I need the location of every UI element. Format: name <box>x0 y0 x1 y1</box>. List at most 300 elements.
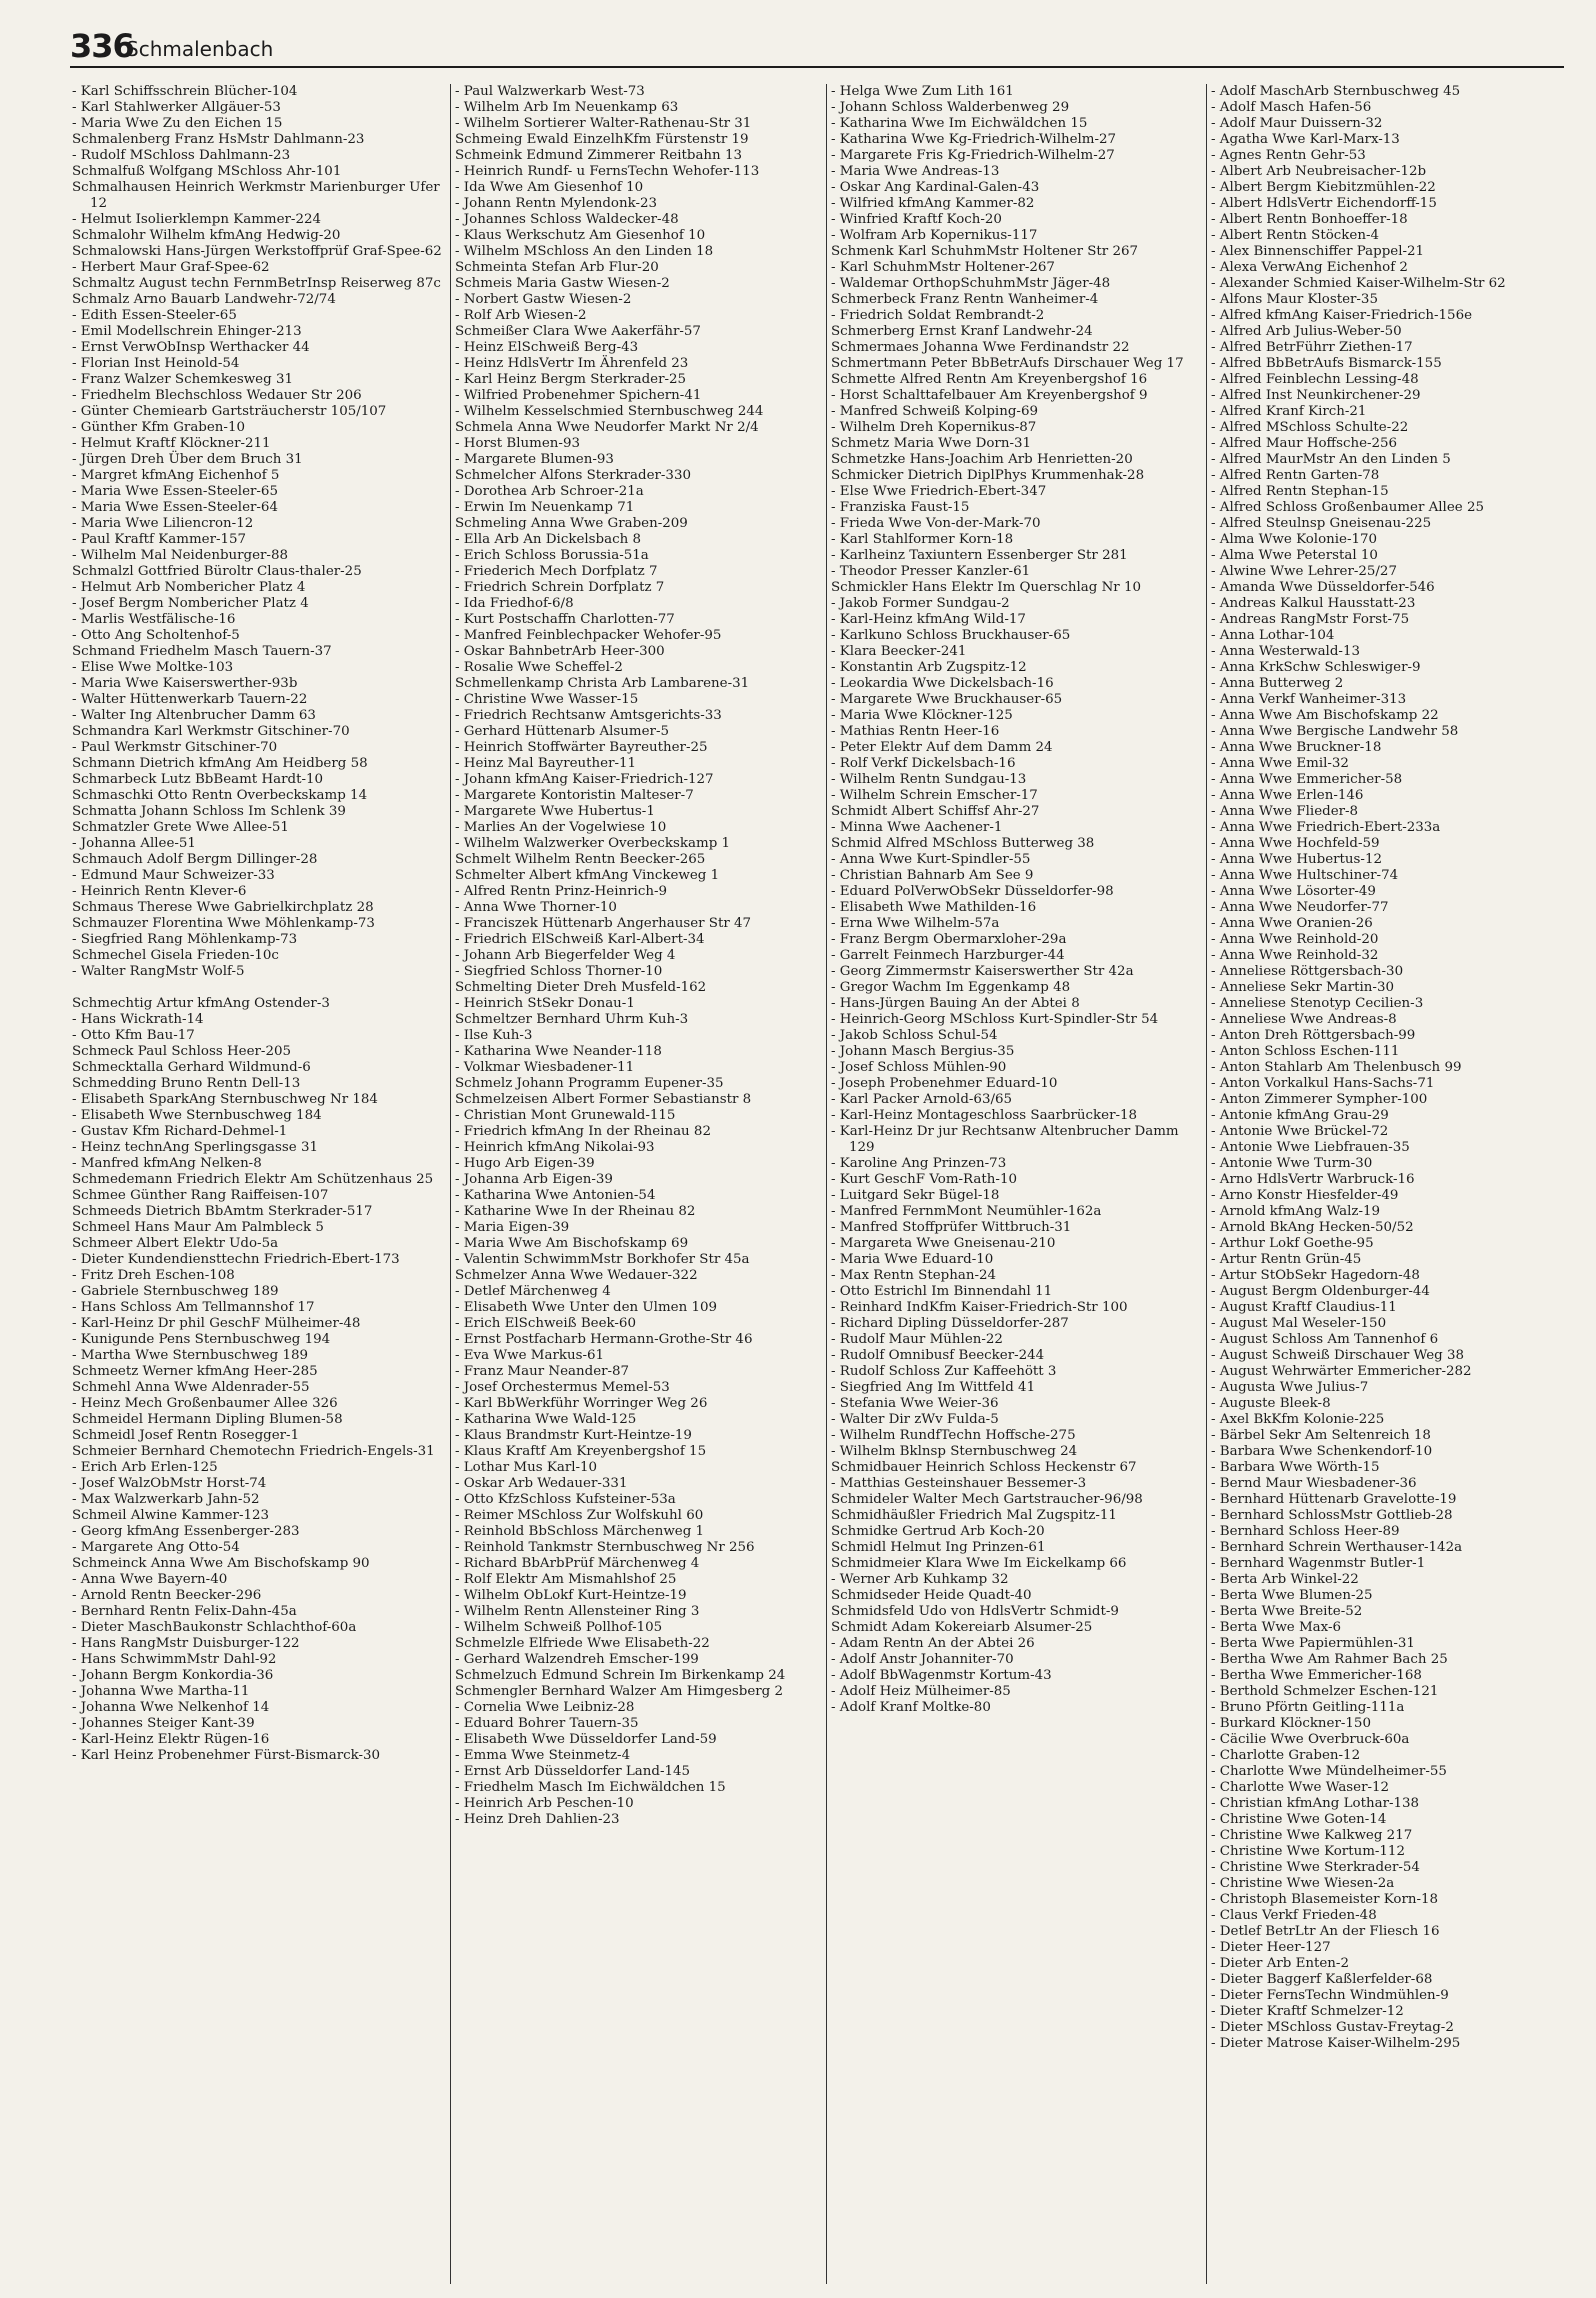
directory-entry: - Horst Schalttafelbauer Am Kreyenbergshof 9 <box>831 388 1148 403</box>
directory-entry: - Albert Rentn Bonhoeffer-18 <box>1211 212 1408 227</box>
directory-entry: - Josef WalzObMstr Horst-74 <box>72 1476 267 1491</box>
directory-entry: - Bertha Wwe Emmericher-168 <box>1211 1668 1422 1683</box>
directory-entry: - Franz Walzer Schemkesweg 31 <box>72 372 293 387</box>
directory-entry: - Helmut Isolierklempn Kammer-224 <box>72 212 322 227</box>
directory-entry: - Dieter Matrose Kaiser-Wilhelm-295 <box>1211 2036 1461 2051</box>
directory-entry: - Arthur Lokf Goethe-95 <box>1211 1236 1374 1251</box>
directory-entry: Schmeinck Anna Wwe Am Bischofskamp 90 <box>72 1556 370 1571</box>
directory-entry: - Winfried Kraftf Koch-20 <box>831 212 1002 227</box>
directory-entry: - Andreas RangMstr Forst-75 <box>1211 612 1410 627</box>
directory-entry: Schmengler Bernhard Walzer Am Himgesberg 2 <box>455 1684 784 1699</box>
directory-entry: - Maria Eigen-39 <box>455 1220 570 1235</box>
directory-entry: - Heinz Mal Bayreuther-11 <box>455 756 637 771</box>
directory-entry: Schmeil Alwine Kammer-123 <box>72 1508 270 1523</box>
directory-entry: - Christian Mont Grunewald-115 <box>455 1108 676 1123</box>
directory-entry: - Dieter Baggerf Kaßlerfelder-68 <box>1211 1972 1433 1987</box>
directory-entry: - Waldemar OrthopSchuhmMstr Jäger-48 <box>831 276 1111 291</box>
directory-entry: - Dieter Arb Enten-2 <box>1211 1956 1349 1971</box>
directory-entry: - Helga Wwe Zum Lith 161 <box>831 84 1014 99</box>
directory-entry: - Cäcilie Wwe Overbruck-60a <box>1211 1732 1410 1747</box>
directory-entry: - Garrelt Feinmech Harzburger-44 <box>831 948 1065 963</box>
directory-entry: - Hans Schloss Am Tellmannshof 17 <box>72 1300 315 1315</box>
directory-entry: Schmid Alfred MSchloss Butterweg 38 <box>831 836 1095 851</box>
directory-entry: Schmelt Wilhelm Rentn Beecker-265 <box>455 852 706 867</box>
directory-entry: - Berta Wwe Blumen-25 <box>1211 1588 1373 1603</box>
directory-entry: - Albert Bergm Kiebitzmühlen-22 <box>1211 180 1436 195</box>
directory-entry: - Heinrich Arb Peschen-10 <box>455 1796 634 1811</box>
directory-entry: - Alfred Kranf Kirch-21 <box>1211 404 1367 419</box>
directory-entry: - Anton Vorkalkul Hans-Sachs-71 <box>1211 1076 1435 1091</box>
directory-entry: Schmidl Helmut Ing Prinzen-61 <box>831 1540 1046 1555</box>
directory-entry: - Josef Schloss Mühlen-90 <box>831 1060 1007 1075</box>
directory-entry: - Alma Wwe Kolonie-170 <box>1211 532 1378 547</box>
directory-entry: - August Schloss Am Tannenhof 6 <box>1211 1332 1439 1347</box>
directory-entry: - Anna Wwe Reinhold-20 <box>1211 932 1379 947</box>
directory-entry: - Alfred Rentn Prinz-Heinrich-9 <box>455 884 667 899</box>
directory-entry: Schmellenkamp Christa Arb Lambarene-31 <box>455 676 750 691</box>
directory-entry: - Alfons Maur Kloster-35 <box>1211 292 1378 307</box>
directory-entry: - Klaus Brandmstr Kurt-Heintze-19 <box>455 1428 692 1443</box>
directory-entry: - Rolf Elektr Am Mismahlshof 25 <box>455 1572 677 1587</box>
directory-entry: - Otto Ang Scholtenhof-5 <box>72 628 240 643</box>
directory-entry: - Christine Wwe Wiesen-2a <box>1211 1876 1395 1891</box>
directory-entry: - Siegfried Schloss Thorner-10 <box>455 964 663 979</box>
directory-entry: - Margret kfmAng Eichenhof 5 <box>72 468 280 483</box>
directory-entry: - Wilfried kfmAng Kammer-82 <box>831 196 1035 211</box>
directory-entry: - Maria Wwe Essen-Steeler-65 <box>72 484 278 499</box>
directory-entry: - Elisabeth Wwe Sternbuschweg 184 <box>72 1108 322 1123</box>
directory-entry: Schmauzer Florentina Wwe Möhlenkamp-73 <box>72 916 375 931</box>
directory-entry: - Wilhelm Arb Im Neuenkamp 63 <box>455 100 679 115</box>
directory-entry: - Ernst Postfacharb Hermann-Grothe-Str 46 <box>455 1332 753 1347</box>
directory-entry: - Berta Wwe Breite-52 <box>1211 1604 1363 1619</box>
directory-entry: - Friedrich ElSchweiß Karl-Albert-34 <box>455 932 705 947</box>
directory-entry: - Wilhelm Walzwerker Overbeckskamp 1 <box>455 836 731 851</box>
directory-entry: - Cornelia Wwe Leibniz-28 <box>455 1700 635 1715</box>
directory-entry: - Leokardia Wwe Dickelsbach-16 <box>831 676 1054 691</box>
directory-entry: - Bernhard Wagenmstr Butler-1 <box>1211 1556 1426 1571</box>
directory-entry: - Kurt Postschaffn Charlotten-77 <box>455 612 675 627</box>
directory-entry: - Alfred Inst Neunkirchener-29 <box>1211 388 1421 403</box>
directory-entry: - Alex Binnenschiffer Pappel-21 <box>1211 244 1425 259</box>
directory-entry: Schmickler Hans Elektr Im Querschlag Nr 10 <box>831 580 1141 595</box>
directory-entry: Schmarbeck Lutz BbBeamt Hardt-10 <box>72 772 324 787</box>
directory-entry: - Detlef Märchenweg 4 <box>455 1284 611 1299</box>
directory-entry: Schmidhäußler Friedrich Mal Zugspitz-11 <box>831 1508 1117 1523</box>
directory-entry: - Ernst Arb Düsseldorfer Land-145 <box>455 1764 691 1779</box>
directory-entry: - Jakob Former Sundgau-2 <box>831 596 1010 611</box>
directory-entry: - Ella Arb An Dickelsbach 8 <box>455 532 641 547</box>
directory-entry: - Marlis Westfälische-16 <box>72 612 236 627</box>
directory-entry: Schmermaes Johanna Wwe Ferdinandstr 22 <box>831 340 1130 355</box>
directory-entry: - Franz Maur Neander-87 <box>455 1364 630 1379</box>
directory-entry: - Heinrich kfmAng Nikolai-93 <box>455 1140 655 1155</box>
directory-entry: - Reinhold Tankmstr Sternbuschweg Nr 256 <box>455 1540 755 1555</box>
directory-entry: - Friederich Mech Dorfplatz 7 <box>455 564 658 579</box>
directory-entry: - Franciszek Hüttenarb Angerhauser Str 47 <box>455 916 752 931</box>
directory-entry: Schmidseder Heide Quadt-40 <box>831 1588 1032 1603</box>
directory-entry: - Johanna Allee-51 <box>72 836 196 851</box>
directory-entry: Schmette Alfred Rentn Am Kreyenbergshof 16 <box>831 372 1148 387</box>
directory-entry: - Katharina Wwe Kg-Friedrich-Wilhelm-27 <box>831 132 1117 147</box>
directory-entry: - Josef Bergm Nombericher Platz 4 <box>72 596 309 611</box>
directory-entry: - Alfred MSchloss Schulte-22 <box>1211 420 1409 435</box>
directory-entry: - Rudolf MSchloss Dahlmann-23 <box>72 148 291 163</box>
directory-entry: - Konstantin Arb Zugspitz-12 <box>831 660 1027 675</box>
directory-entry: Schmedding Bruno Rentn Dell-13 <box>72 1076 301 1091</box>
directory-entry: - Anneliese Röttgersbach-30 <box>1211 964 1404 979</box>
directory-entry: - Agnes Rentn Gehr-53 <box>1211 148 1366 163</box>
directory-entry: - Dieter MaschBaukonstr Schlachthof-60a <box>72 1620 357 1635</box>
directory-entry: - Heinrich-Georg MSchloss Kurt-Spindler-Str 54 <box>831 1012 1159 1027</box>
directory-entry: Schmerberg Ernst Kranf Landwehr-24 <box>831 324 1093 339</box>
directory-entry: Schmeis Maria Gastw Wiesen-2 <box>455 276 670 291</box>
column-gap <box>72 980 450 996</box>
directory-entry: - Emma Wwe Steinmetz-4 <box>455 1748 631 1763</box>
directory-entry: - Anneliese Sekr Martin-30 <box>1211 980 1394 995</box>
directory-entry: - Anna Wwe Emil-32 <box>1211 756 1349 771</box>
directory-entry: - Wolfram Arb Kopernikus-117 <box>831 228 1038 243</box>
directory-entry: Schmelzle Elfriede Wwe Elisabeth-22 <box>455 1636 710 1651</box>
directory-entry: - Rosalie Wwe Scheffel-2 <box>455 660 623 675</box>
directory-entry: Schmicker Dietrich DiplPhys Krummenhak-28 <box>831 468 1145 483</box>
directory-entry: - Rolf Arb Wiesen-2 <box>455 308 587 323</box>
directory-entry: Schmelzuch Edmund Schrein Im Birkenkamp 24 <box>455 1668 786 1683</box>
directory-entry: - Bernhard Rentn Felix-Dahn-45a <box>72 1604 297 1619</box>
directory-entry: - Anna Butterweg 2 <box>1211 676 1344 691</box>
directory-entry: - Wilhelm Bklnsp Sternbuschweg 24 <box>831 1444 1078 1459</box>
directory-entry: - Manfred Stoffprüfer Wittbruch-31 <box>831 1220 1072 1235</box>
directory-entry: - Gregor Wachm Im Eggenkamp 48 <box>831 980 1071 995</box>
directory-entry: - August Bergm Oldenburger-44 <box>1211 1284 1430 1299</box>
directory-entry: - Margarete Blumen-93 <box>455 452 614 467</box>
directory-entry: - Margarete Ang Otto-54 <box>72 1540 240 1555</box>
directory-column-1 <box>72 84 450 2284</box>
directory-entry: Schmelting Dieter Dreh Musfeld-162 <box>455 980 707 995</box>
directory-entry: - Anna Wwe Friedrich-Ebert-233a <box>1211 820 1441 835</box>
directory-entry: - Richard BbArbPrüf Märchenweg 4 <box>455 1556 700 1571</box>
directory-entry: - Gerhard Hüttenarb Alsumer-5 <box>455 724 669 739</box>
directory-entry: - Katharina Wwe Neander-118 <box>455 1044 662 1059</box>
directory-entry: Schmeetz Werner kfmAng Heer-285 <box>72 1364 318 1379</box>
directory-entry: - Gustav Kfm Richard-Dehmel-1 <box>72 1124 288 1139</box>
directory-entry: - Ilse Kuh-3 <box>455 1028 533 1043</box>
directory-entry: - Anna Wwe Erlen-146 <box>1211 788 1364 803</box>
directory-entry: - Albert HdlsVertr Eichendorff-15 <box>1211 196 1437 211</box>
directory-entry: - Heinz HdlsVertr Im Ährenfeld 23 <box>455 356 689 371</box>
directory-entry: - Manfred kfmAng Nelken-8 <box>72 1156 262 1171</box>
directory-entry: - Anna Wwe Bruckner-18 <box>1211 740 1382 755</box>
directory-entry: Schmalowski Hans-Jürgen Werkstoffprüf Graf-Spee-62 <box>72 244 442 259</box>
directory-entry: Schmeer Albert Elektr Udo-5a <box>72 1236 279 1251</box>
directory-entry: - Wilhelm Rentn Sundgau-13 <box>831 772 1027 787</box>
directory-entry: - Alfred BbBetrAufs Bismarck-155 <box>1211 356 1442 371</box>
directory-entry: Schmelzer Anna Wwe Wedauer-322 <box>455 1268 698 1283</box>
directory-entry: - Maria Wwe Am Bischofskamp 69 <box>455 1236 689 1251</box>
directory-entry: - Christine Wwe Sterkrader-54 <box>1211 1860 1420 1875</box>
directory-entry: - Burkard Klöckner-150 <box>1211 1716 1371 1731</box>
directory-entry: Schmelter Albert kfmAng Vinckeweg 1 <box>455 868 720 883</box>
directory-entry: - Bernhard Schrein Werthauser-142a <box>1211 1540 1463 1555</box>
directory-entry: - Klaus Werkschutz Am Giesenhof 10 <box>455 228 706 243</box>
directory-entry: - Adolf MaschArb Sternbuschweg 45 <box>1211 84 1461 99</box>
directory-entry: - Heinrich Rentn Klever-6 <box>72 884 247 899</box>
directory-entry: - Dieter FernsTechn Windmühlen-9 <box>1211 1988 1449 2003</box>
directory-entry: - Maria Wwe Kaiserswerther-93b <box>72 676 298 691</box>
directory-entry: - Katharina Wwe Im Eichwäldchen 15 <box>831 116 1088 131</box>
directory-entry: - Charlotte Wwe Mündelheimer-55 <box>1211 1764 1447 1779</box>
directory-entry: - Max Rentn Stephan-24 <box>831 1268 997 1283</box>
directory-entry: - Anton Stahlarb Am Thelenbusch 99 <box>1211 1060 1462 1075</box>
directory-entry: - Johanna Wwe Nelkenhof 14 <box>72 1700 270 1715</box>
directory-entry: Schmidke Gertrud Arb Koch-20 <box>831 1524 1045 1539</box>
directory-entry: Schmecktalla Gerhard Wildmund-6 <box>72 1060 311 1075</box>
directory-entry: - Dorothea Arb Schroer-21a <box>455 484 644 499</box>
directory-entry: - Dieter Heer-127 <box>1211 1940 1331 1955</box>
directory-entry: Schmeing Ewald EinzelhKfm Fürstenstr 19 <box>455 132 749 147</box>
directory-entry: - Bruno Pförtn Geitling-111a <box>1211 1700 1405 1715</box>
directory-entry: - Karl-Heinz Dr jur Rechtsanw Altenbrucher Damm 129 <box>831 1124 1179 1155</box>
directory-column-4 <box>1206 84 1569 2284</box>
directory-entry: - Johann Schloss Walderbenweg 29 <box>831 100 1070 115</box>
directory-entry: - Albert Rentn Stöcken-4 <box>1211 228 1379 243</box>
directory-entry: Schmelz Johann Programm Eupener-35 <box>455 1076 724 1091</box>
page-number: 336 <box>70 27 134 65</box>
directory-entry: - Heinrich StSekr Donau-1 <box>455 996 635 1011</box>
directory-entry: - Richard Dipling Düsseldorfer-287 <box>831 1316 1069 1331</box>
directory-entry: - Berthold Schmelzer Eschen-121 <box>1211 1684 1439 1699</box>
directory-entry: - Wilhelm Mal Neidenburger-88 <box>72 548 288 563</box>
directory-entry: - Anna Wwe Hubertus-12 <box>1211 852 1382 867</box>
directory-entry: - Anna Wwe Neudorfer-77 <box>1211 900 1389 915</box>
directory-entry: - Valentin SchwimmMstr Borkhofer Str 45a <box>455 1252 750 1267</box>
directory-entry: - Emil Modellschrein Ehinger-213 <box>72 324 302 339</box>
directory-entry: - Dieter Kundendiensttechn Friedrich-Ebert-173 <box>72 1252 400 1267</box>
directory-entry: - August Schweiß Dirschauer Weg 38 <box>1211 1348 1465 1363</box>
directory-entry: - Peter Elektr Auf dem Damm 24 <box>831 740 1053 755</box>
directory-entry: Schmenk Karl SchuhmMstr Holtener Str 267 <box>831 244 1139 259</box>
directory-entry: - Karl Packer Arnold-63/65 <box>831 1092 1013 1107</box>
directory-entry: Schmeinta Stefan Arb Flur-20 <box>455 260 659 275</box>
directory-entry: - Alfred Feinblechn Lessing-48 <box>1211 372 1419 387</box>
directory-entry: - Karl BbWerkführ Worringer Weg 26 <box>455 1396 708 1411</box>
directory-entry: Schmeißer Clara Wwe Aakerfähr-57 <box>455 324 701 339</box>
directory-entry: - Wilhelm Sortierer Walter-Rathenau-Str 31 <box>455 116 752 131</box>
directory-entry: Schmeeds Dietrich BbAmtm Sterkrader-517 <box>72 1204 373 1219</box>
directory-entry: Schmidt Albert Schiffsf Ahr-27 <box>831 804 1040 819</box>
directory-entry: - Alfred kfmAng Kaiser-Friedrich-156e <box>1211 308 1473 323</box>
directory-entry: - Bernhard Schloss Heer-89 <box>1211 1524 1400 1539</box>
directory-entry: - Maria Wwe Essen-Steeler-64 <box>72 500 278 515</box>
directory-entry: Schmatta Johann Schloss Im Schlenk 39 <box>72 804 346 819</box>
directory-entry: - Antonie Wwe Liebfrauen-35 <box>1211 1140 1410 1155</box>
directory-entry: - Heinz Dreh Dahlien-23 <box>455 1812 620 1827</box>
directory-entry: - Maria Wwe Eduard-10 <box>831 1252 994 1267</box>
directory-entry: - Christine Wwe Kortum-112 <box>1211 1844 1405 1859</box>
directory-entry: - Hans RangMstr Duisburger-122 <box>72 1636 300 1651</box>
directory-entry: - Alfred BetrFührr Ziethen-17 <box>1211 340 1413 355</box>
directory-entry: - Margarete Fris Kg-Friedrich-Wilhelm-27 <box>831 148 1115 163</box>
directory-entry: - Karl Schiffsschrein Blücher-104 <box>72 84 298 99</box>
directory-entry: - Agatha Wwe Karl-Marx-13 <box>1211 132 1400 147</box>
directory-entry: - Elisabeth Wwe Düsseldorfer Land-59 <box>455 1732 717 1747</box>
directory-entry: - Gabriele Sternbuschweg 189 <box>72 1284 279 1299</box>
directory-entry: - Anneliese Stenotyp Cecilien-3 <box>1211 996 1424 1011</box>
directory-entry: - Wilhelm Rentn Allensteiner Ring 3 <box>455 1604 700 1619</box>
directory-entry: - Dieter Kraftf Schmelzer-12 <box>1211 2004 1404 2019</box>
directory-entry: - Anna Wwe Kurt-Spindler-55 <box>831 852 1031 867</box>
directory-entry: - Volkmar Wiesbadener-11 <box>455 1060 635 1075</box>
directory-entry: - Otto KfzSchloss Kufsteiner-53a <box>455 1492 676 1507</box>
directory-entry: - Karl-Heinz Elektr Rügen-16 <box>72 1732 270 1747</box>
directory-entry: - August Mal Weseler-150 <box>1211 1316 1387 1331</box>
directory-entry: - Anna Lothar-104 <box>1211 628 1335 643</box>
directory-entry: - Rolf Verkf Dickelsbach-16 <box>831 756 1016 771</box>
directory-entry: Schmaltz August techn FernmBetrInsp Reiserweg 87c <box>72 276 441 291</box>
directory-entry: - Dieter MSchloss Gustav-Freytag-2 <box>1211 2020 1454 2035</box>
directory-entry: - Alfred Schloss Großenbaumer Allee 25 <box>1211 500 1484 515</box>
directory-entry: Schmidsfeld Udo von HdlsVertr Schmidt-9 <box>831 1604 1119 1619</box>
directory-entry: - Florian Inst Heinold-54 <box>72 356 240 371</box>
directory-entry: Schmann Dietrich kfmAng Am Heidberg 58 <box>72 756 368 771</box>
directory-entry: - Hans Wickrath-14 <box>72 1012 204 1027</box>
directory-entry: - Paul Kraftf Kammer-157 <box>72 532 247 547</box>
directory-entry: - Barbara Wwe Schenkendorf-10 <box>1211 1444 1433 1459</box>
directory-entry: Schmand Friedhelm Masch Tauern-37 <box>72 644 332 659</box>
directory-entry: - Anton Dreh Röttgersbach-99 <box>1211 1028 1416 1043</box>
directory-entry: - Fritz Dreh Eschen-108 <box>72 1268 235 1283</box>
directory-entry: - Adolf BbWagenmstr Kortum-43 <box>831 1668 1052 1683</box>
directory-entry: - Maria Wwe Zu den Eichen 15 <box>72 116 283 131</box>
directory-entry: - Erich ElSchweiß Beek-60 <box>455 1316 636 1331</box>
directory-entry: - Josef Orchestermus Memel-53 <box>455 1380 670 1395</box>
directory-entry: - Edith Essen-Steeler-65 <box>72 308 237 323</box>
directory-entry: - Else Wwe Friedrich-Ebert-347 <box>831 484 1047 499</box>
directory-entry: - Alexa VerwAng Eichenhof 2 <box>1211 260 1408 275</box>
directory-entry: - Walter RangMstr Wolf-5 <box>72 964 245 979</box>
directory-entry: - Maria Wwe Klöckner-125 <box>831 708 1013 723</box>
directory-entry: - Arnold BkAng Hecken-50/52 <box>1211 1220 1414 1235</box>
directory-entry: - Alfred MaurMstr An den Linden 5 <box>1211 452 1451 467</box>
directory-entry: - Axel BkKfm Kolonie-225 <box>1211 1412 1385 1427</box>
directory-entry: - Eduard Bohrer Tauern-35 <box>455 1716 639 1731</box>
directory-entry: - Manfred Feinblechpacker Wehofer-95 <box>455 628 722 643</box>
directory-entry: - Bernhard SchlossMstr Gottlieb-28 <box>1211 1508 1453 1523</box>
directory-entry: Schmetz Maria Wwe Dorn-31 <box>831 436 1032 451</box>
directory-entry: - Anna Verkf Wanheimer-313 <box>1211 692 1407 707</box>
directory-entry: - Jakob Schloss Schul-54 <box>831 1028 998 1043</box>
directory-entry: - Claus Verkf Frieden-48 <box>1211 1908 1377 1923</box>
directory-entry: - Georg kfmAng Essenberger-283 <box>72 1524 300 1539</box>
directory-entry: - Friedhelm Masch Im Eichwäldchen 15 <box>455 1780 726 1795</box>
directory-entry: - Friedrich Soldat Rembrandt-2 <box>831 308 1045 323</box>
directory-entry: - Heinz ElSchweiß Berg-43 <box>455 340 639 355</box>
directory-entry: - Johann Bergm Konkordia-36 <box>72 1668 274 1683</box>
directory-entry: - Arno HdlsVertr Warbruck-16 <box>1211 1172 1415 1187</box>
directory-entry: - August Wehrwärter Emmericher-282 <box>1211 1364 1472 1379</box>
directory-entry: - Walter Hüttenwerkarb Tauern-22 <box>72 692 308 707</box>
directory-entry: - Kunigunde Pens Sternbuschweg 194 <box>72 1332 331 1347</box>
directory-entry: - Oskar BahnbetrArb Heer-300 <box>455 644 665 659</box>
directory-entry: - Heinz technAng Sperlingsgasse 31 <box>72 1140 319 1155</box>
directory-entry: - Arnold kfmAng Walz-19 <box>1211 1204 1381 1219</box>
directory-entry: - Karl-Heinz Montageschloss Saarbrücker-18 <box>831 1108 1138 1123</box>
directory-entry: - Helmut Arb Nombericher Platz 4 <box>72 580 306 595</box>
directory-entry: - Adolf Masch Hafen-56 <box>1211 100 1372 115</box>
directory-entry: - Oskar Arb Wedauer-331 <box>455 1476 628 1491</box>
directory-entry: - Erich Schloss Borussia-51a <box>455 548 649 563</box>
directory-entry: - Hans-Jürgen Bauing An der Abtei 8 <box>831 996 1080 1011</box>
directory-entry: - Reimer MSchloss Zur Wolfskuhl 60 <box>455 1508 704 1523</box>
directory-entry: - Maria Wwe Liliencron-12 <box>72 516 254 531</box>
directory-entry: - Alfred Rentn Garten-78 <box>1211 468 1380 483</box>
directory-entry: - Maria Wwe Andreas-13 <box>831 164 1000 179</box>
directory-entry: - Eduard PolVerwObSekr Düsseldorfer-98 <box>831 884 1114 899</box>
directory-entry: Schmeink Edmund Zimmerer Reitbahn 13 <box>455 148 742 163</box>
directory-entry: - Gerhard Walzendreh Emscher-199 <box>455 1652 699 1667</box>
directory-entry: - Margarete Wwe Hubertus-1 <box>455 804 655 819</box>
directory-entry: Schmalfuß Wolfgang MSchloss Ahr-101 <box>72 164 342 179</box>
directory-entry: - Christine Wwe Goten-14 <box>1211 1812 1387 1827</box>
directory-entry: - Rudolf Maur Mühlen-22 <box>831 1332 1003 1347</box>
directory-entry: Schmalzl Gottfried Büroltr Claus-thaler-25 <box>72 564 362 579</box>
directory-entry: - Johann Arb Biegerfelder Weg 4 <box>455 948 676 963</box>
directory-entry: - Bernhard Hüttenarb Gravelotte-19 <box>1211 1492 1457 1507</box>
directory-entry: - Johannes Schloss Waldecker-48 <box>455 212 679 227</box>
directory-entry: - Karl-Heinz Dr phil GeschF Mülheimer-48 <box>72 1316 361 1331</box>
directory-entry: - Joseph Probenehmer Eduard-10 <box>831 1076 1058 1091</box>
directory-entry: - Bertha Wwe Am Rahmer Bach 25 <box>1211 1652 1448 1667</box>
directory-entry: - Wilhelm RundfTechn Hoffsche-275 <box>831 1428 1076 1443</box>
directory-entry: - Arno Konstr Hiesfelder-49 <box>1211 1188 1399 1203</box>
directory-entry: - Adolf Kranf Moltke-80 <box>831 1700 991 1715</box>
directory-entry: Schmehl Anna Wwe Aldenrader-55 <box>72 1380 310 1395</box>
directory-entry: - Ernst VerwObInsp Werthacker 44 <box>72 340 310 355</box>
directory-entry: - Erich Arb Erlen-125 <box>72 1460 218 1475</box>
directory-entry: - Rudolf Schloss Zur Kaffeehött 3 <box>831 1364 1057 1379</box>
directory-entry: - Christine Wwe Kalkweg 217 <box>1211 1828 1413 1843</box>
directory-entry: Schmerbeck Franz Rentn Wanheimer-4 <box>831 292 1099 307</box>
directory-entry: - Karl Stahlwerker Allgäuer-53 <box>72 100 281 115</box>
directory-entry: - Anna Westerwald-13 <box>1211 644 1360 659</box>
directory-entry: - Max Walzwerkarb Jahn-52 <box>72 1492 260 1507</box>
directory-entry: - Frieda Wwe Von-der-Mark-70 <box>831 516 1041 531</box>
directory-entry: Schmalenberg Franz HsMstr Dahlmann-23 <box>72 132 365 147</box>
directory-entry: - Friedrich Schrein Dorfplatz 7 <box>455 580 665 595</box>
directory-entry: - Heinz Mech Großenbaumer Allee 326 <box>72 1396 338 1411</box>
directory-entry: - Siegfried Ang Im Wittfeld 41 <box>831 1380 1036 1395</box>
directory-entry: - Karlheinz Taxiuntern Essenberger Str 281 <box>831 548 1128 563</box>
directory-entry: - Edmund Maur Schweizer-33 <box>72 868 275 883</box>
directory-entry: - Wilfried Probenehmer Spichern-41 <box>455 388 702 403</box>
page-title: Schmalenbach <box>126 37 274 61</box>
directory-entry: - Berta Wwe Papiermühlen-31 <box>1211 1636 1415 1651</box>
directory-entry: Schmalhausen Heinrich Werkmstr Marienburger Ufer 12 <box>72 180 440 211</box>
directory-entry: - Elise Wwe Moltke-103 <box>72 660 234 675</box>
directory-entry: Schmaus Therese Wwe Gabrielkirchplatz 28 <box>72 900 374 915</box>
directory-entry: - Otto Kfm Bau-17 <box>72 1028 195 1043</box>
directory-entry: Schmeidl Josef Rentn Rosegger-1 <box>72 1428 300 1443</box>
directory-entry: - Mathias Rentn Heer-16 <box>831 724 1000 739</box>
directory-entry: - Anna Wwe Thorner-10 <box>455 900 617 915</box>
directory-entry: - Alwine Wwe Lehrer-25/27 <box>1211 564 1397 579</box>
directory-entry: - Oskar Ang Kardinal-Galen-43 <box>831 180 1040 195</box>
directory-entry: - Charlotte Wwe Waser-12 <box>1211 1780 1390 1795</box>
directory-entry: - Artur StObSekr Hagedorn-48 <box>1211 1268 1420 1283</box>
directory-entry: - Anna Wwe Hultschiner-74 <box>1211 868 1399 883</box>
directory-entry: - Alma Wwe Peterstal 10 <box>1211 548 1378 563</box>
directory-entry: - Margarete Wwe Bruckhauser-65 <box>831 692 1063 707</box>
